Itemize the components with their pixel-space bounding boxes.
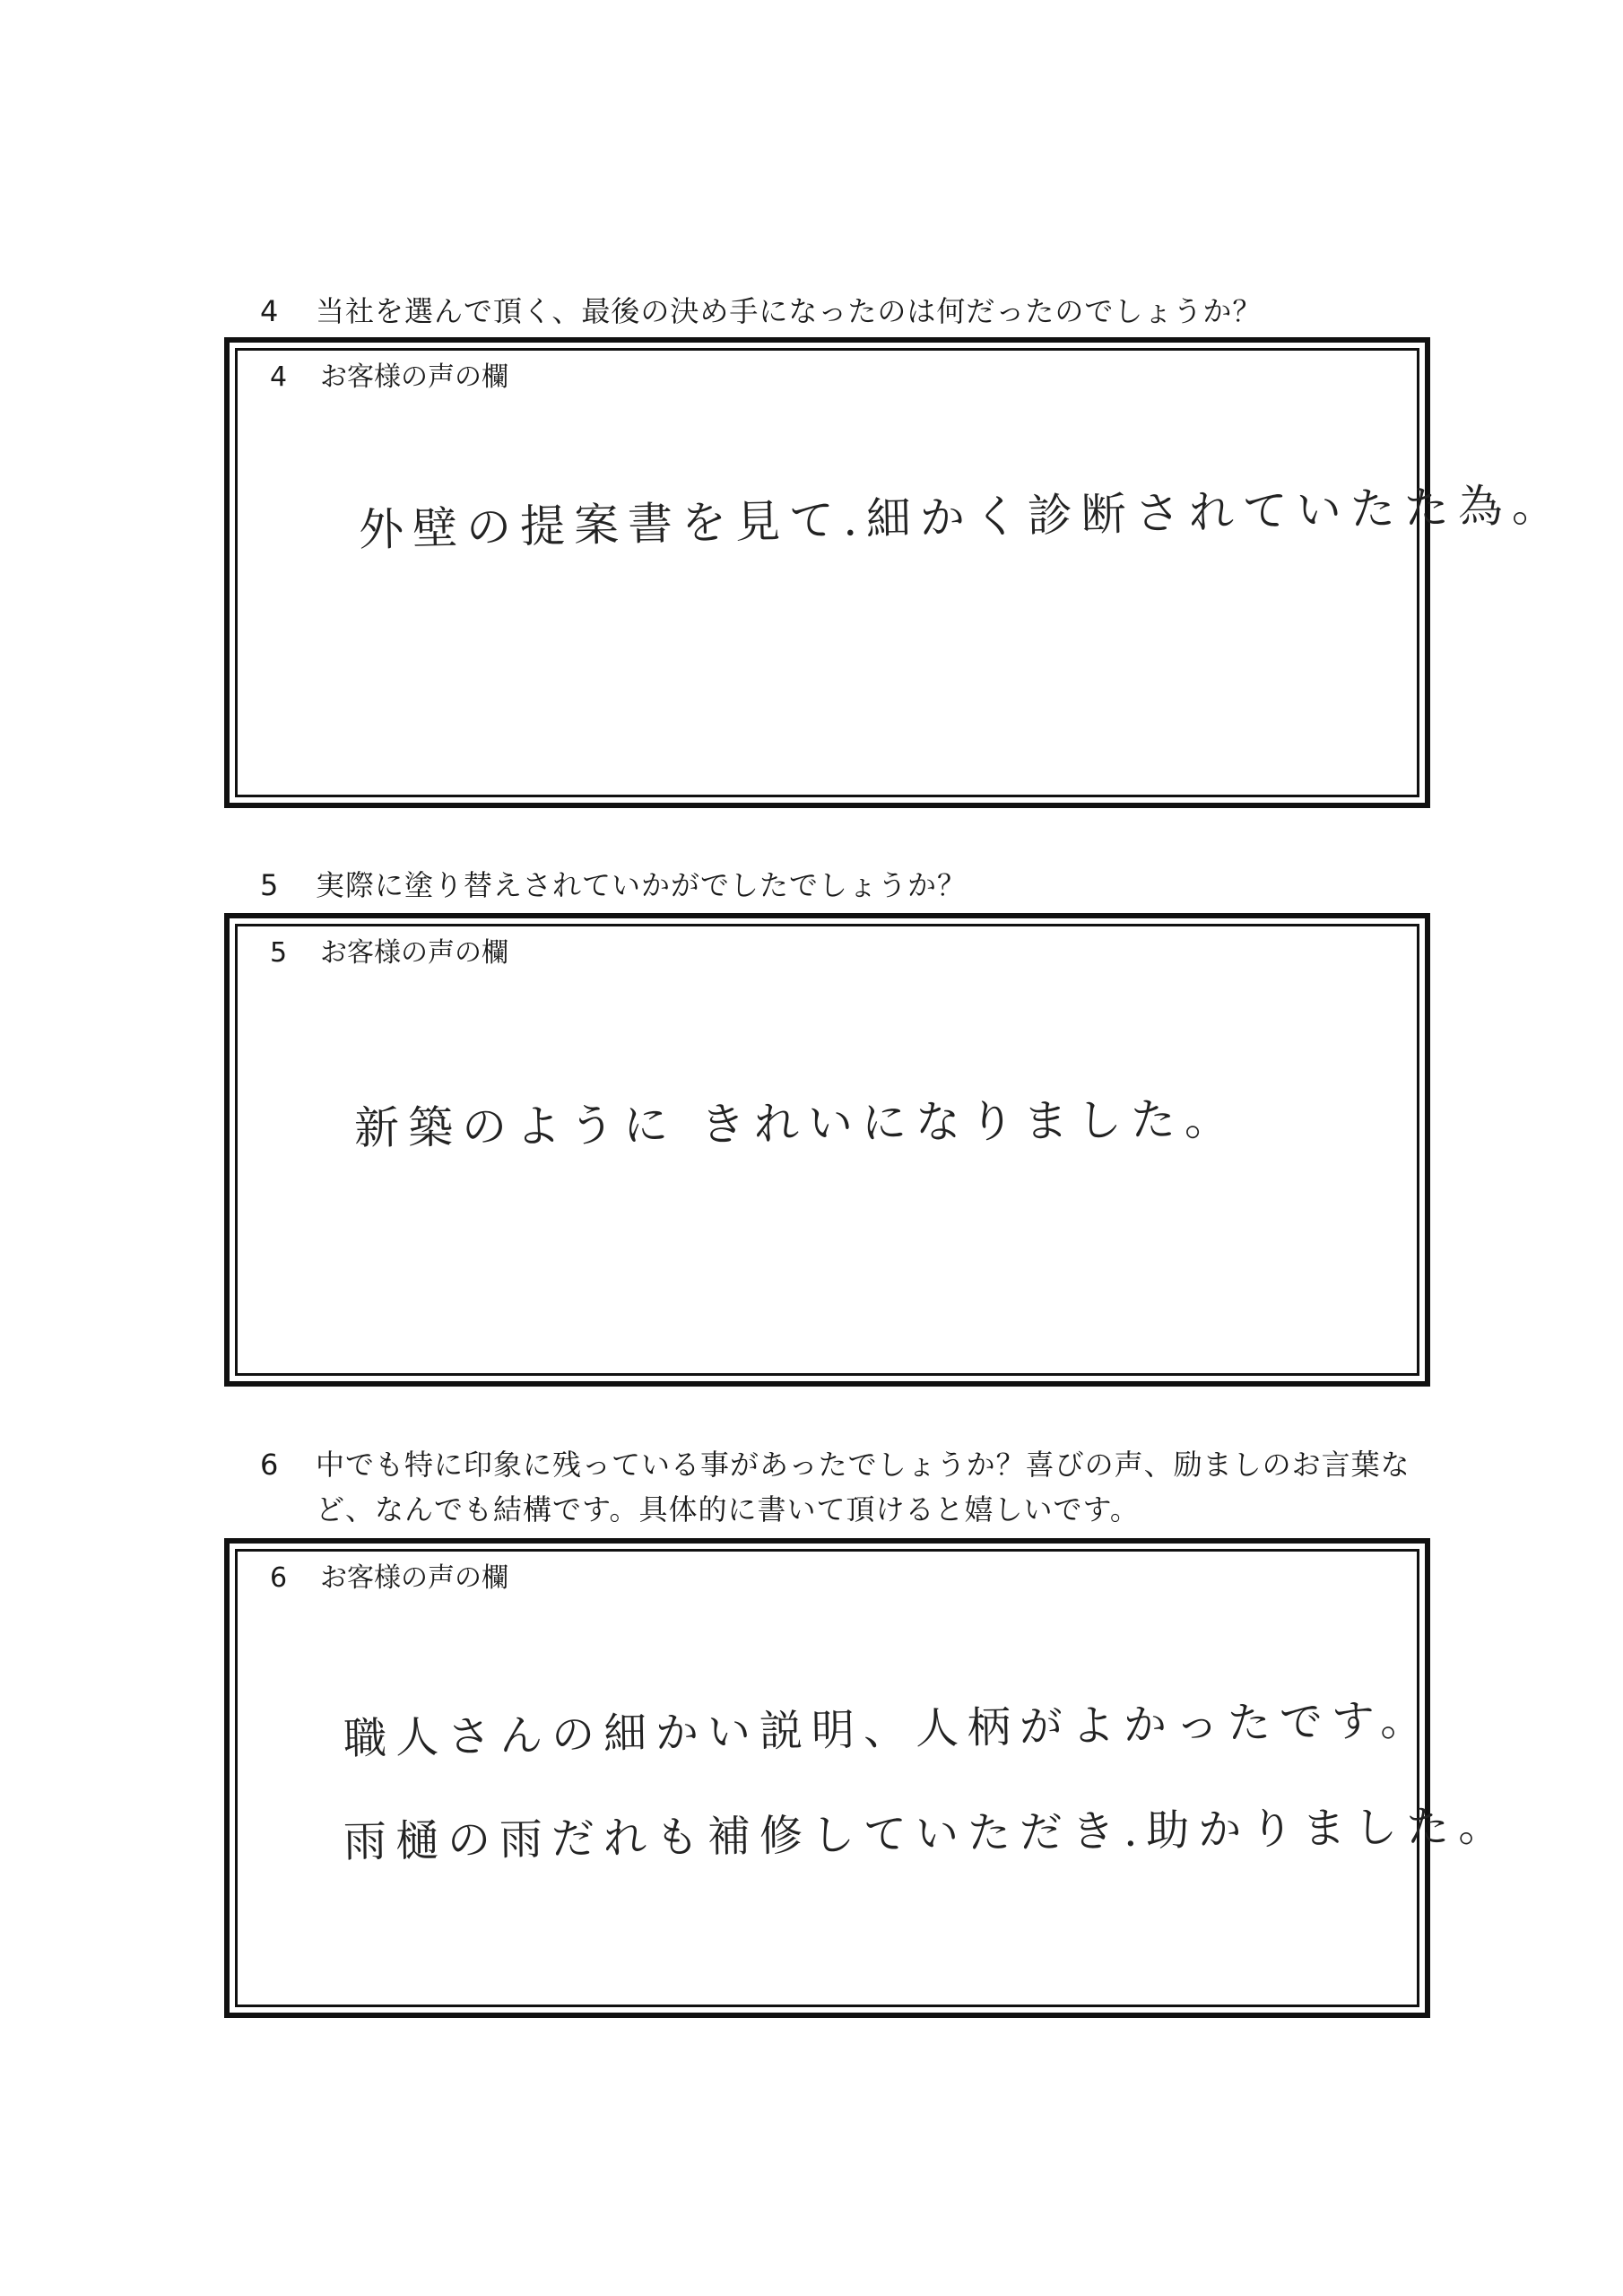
handwritten-answer: 新築のように きれいになりました。: [353, 1092, 1239, 1154]
box-label-text: お客様の声の欄: [320, 361, 508, 393]
handwritten-answer-line-1: 職人さんの細かい説明、人柄がよかったです。: [343, 1694, 1433, 1764]
question-text: 中でも特に印象に残っている事があったでしょうか？喜びの声、励ましのお言葉など、なんでも結構です。具体的に書いて頂けると嬉しいです。: [316, 1448, 1410, 1526]
question-text: 実際に塗り替えされていかがでしたでしょうか？: [316, 868, 968, 902]
answer-box-inner: [235, 1549, 1511, 2007]
answer-box-label: [270, 360, 508, 396]
answer-box-inner: [235, 348, 1567, 797]
question-6: [260, 1442, 1426, 1532]
question-number: 5: [260, 868, 280, 902]
question-5: [260, 863, 1426, 908]
answer-box-label: [270, 1561, 508, 1596]
answer-box-4: [224, 337, 1567, 808]
handwritten-answer-line-2: 雨樋の雨だれも補修していただき.助かりました。: [343, 1800, 1511, 1867]
box-number: 6: [270, 1562, 288, 1594]
box-number: 5: [270, 937, 288, 969]
question-number: 6: [260, 1448, 280, 1482]
box-number: 4: [270, 361, 288, 393]
answer-box-6: [224, 1538, 1511, 2018]
answer-box-inner: [235, 924, 1419, 1376]
box-label-text: お客様の声の欄: [320, 937, 508, 969]
question-text: 当社を選んで頂く、最後の決め手になったのは何だったのでしょうか？: [316, 294, 1263, 328]
answer-box-5: [224, 913, 1430, 1387]
answer-box-label: [270, 935, 508, 971]
question-4: [260, 289, 1426, 334]
question-number: 4: [260, 294, 280, 328]
box-label-text: お客様の声の欄: [320, 1562, 508, 1594]
handwritten-answer: 外壁の提案書を見て.細かく診断されていたた為。: [358, 478, 1567, 556]
